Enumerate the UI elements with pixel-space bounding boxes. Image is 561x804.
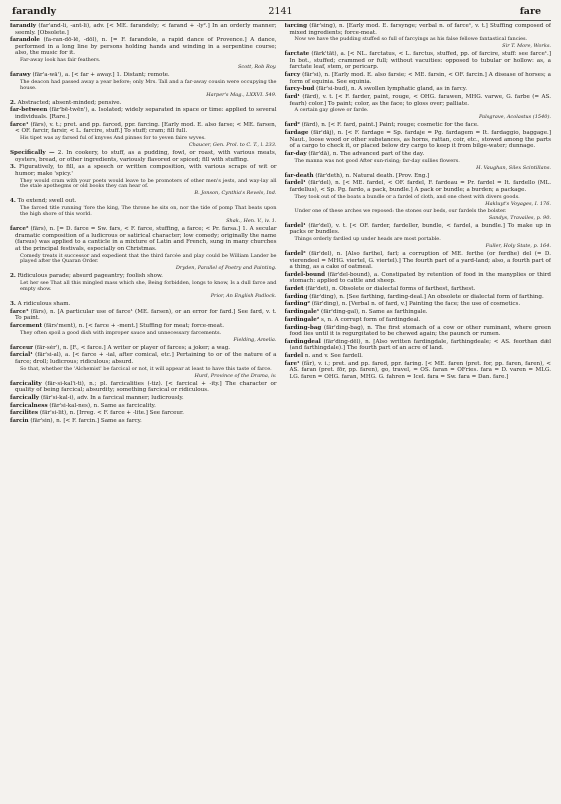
running-head-left: farandly — [12, 6, 57, 17]
entry-definition: Figuratively, to fill, as a speech or written composition, with various scraps of wit or humor; make 'spicy.' — [15, 164, 277, 177]
entry-definition: (fär-si-kal'i-ti), n.; pl. farcicalities (-tiz). [< farcical + -ity.] The character or quality of being farcical; absurdity; something farcical or ridiculous. — [15, 380, 277, 394]
dictionary-entry — [285, 23, 552, 36]
entry-headword: fardel¹ — [284, 180, 306, 187]
entry-definition: (fär'deth), n. Natural death. [Prov. Eng.] — [315, 172, 430, 179]
entry-headword: farce¹ — [10, 121, 29, 128]
citation-source: Sandys, Travailes, p. 90. — [488, 214, 551, 221]
entry-definition: (fär'ding-gal), n. Same as farthingale. — [321, 309, 428, 316]
dictionary-entry — [285, 72, 552, 85]
dictionary-entry — [10, 345, 277, 352]
running-head — [10, 4, 551, 20]
entry-definition: (fär'sing), n. [Early mod. E. farsynge; verbal n. of farce¹, v. t.] Stuffing composed of mixed ingredients; force-meat. — [289, 23, 551, 36]
entry-headword: farce³ — [10, 308, 29, 315]
entry-headword: fardel-bound — [284, 271, 326, 278]
entry-definition: (fär'a-wā'), a. [< far + away.] 1. Distant; remote. — [32, 72, 170, 79]
dictionary-entry — [285, 130, 552, 150]
dictionary-entry — [10, 198, 277, 205]
entry-headword: farcement — [10, 323, 43, 329]
citation-source: Palsgrave, Acolastus (1540). — [479, 114, 551, 121]
dictionary-entry — [285, 251, 552, 271]
entry-definition: (färd), v. t. [< F. farder, paint, rouge, < OHG. farawen, MHG. varwe, G. farbe (= AS. fearh) color.] To paint; color, as the face; to gloss over; palliate. — [289, 94, 551, 107]
entry-headword: farceur — [10, 344, 33, 351]
entry-headword: farcicalness — [10, 402, 48, 409]
entry-headword: farctate — [284, 51, 310, 58]
dictionary-entry — [10, 395, 277, 402]
dictionary-entry — [10, 37, 277, 57]
dictionary-entry — [10, 352, 277, 365]
entry-definition: (färk'tāt), a. [< NL. farctatus, < L. farctus, stuffed, pp. of farcire, stuff: see farce¹.] In bot., stuffed; crammed or full; without vacuities: opposed to tubular or hollow: as, a farctate leaf, stem, or pericarp. — [289, 51, 551, 71]
citation-quote: They would cram with your poets would leave to be promoters of other men's jests, and way-lay all the stale apothegms or old books they can hear of. — [20, 177, 277, 190]
entry-definition: (fär'del), n. [Also farthel, farl; a corruption of ME. ferthe (or ferdhe) del (= D. vierendeel = MHG. viertel, G. viertel).] The fourth part of a yard-land; also, a fourth part of a thing, as a cake of oatmeal. — [289, 250, 551, 271]
dictionary-entry — [285, 223, 552, 236]
citation-source: B. Jonson, Cynthia's Revels, Ind. — [194, 190, 277, 197]
entry-headword: farandole — [10, 37, 40, 44]
entry-definition: n. and v. See fardell. — [304, 353, 363, 360]
dictionary-entry — [10, 381, 277, 394]
entry-definition: (fär'si-bud), n. A swollen lymphatic gland, as in farcy. — [316, 86, 467, 93]
dictionary-entry — [285, 317, 552, 324]
dictionary-entry — [285, 173, 552, 180]
entry-definition: (fär'del), v. t. [< OF. farder, fardeller, bundle, < fardel, a bundle.] To make up in packs or bundles. — [289, 222, 551, 236]
entry-headword: fardel² — [284, 250, 306, 257]
citation-quote: Let her see That all this mingled mass which she, Being forbidden, longs to know, Is a dull farce and empty show. — [20, 280, 277, 293]
entry-headword: 3. — [10, 301, 16, 308]
dictionary-entry — [285, 272, 552, 285]
entry-definition: (fär'ding), n. [See farthing, farding-deal.] An obsolete or dialectal form of farthing. — [309, 293, 544, 300]
header-rule — [10, 20, 551, 21]
entry-headword: fardingdeal — [284, 338, 321, 345]
citation-quote: Under one of these arches we reposed: the stones our beds, our fardels the bolster. — [294, 207, 507, 214]
entry-headword: farandly — [10, 23, 36, 29]
entry-headword: Specifically — — [10, 150, 55, 156]
dictionary-entry — [10, 226, 277, 252]
dictionary-entry — [285, 180, 552, 193]
entry-headword: fardel¹ — [284, 222, 306, 229]
entry-definition: (färs), n. [A particular use of farce¹ (ME. farsen), or an error for fard.] See fard, v. t. To paint. — [15, 308, 277, 322]
dictionary-entry — [10, 323, 277, 330]
entry-headword: farcically — [10, 394, 40, 401]
citation-source: Hurd, Province of the Drama, iv. — [194, 372, 277, 379]
entry-headword: 3. — [10, 164, 16, 171]
entry-headword: fare¹ — [284, 360, 300, 367]
citation-source: Hakluyt's Voyages, I. 176. — [485, 200, 551, 207]
entry-headword: fardingale² — [284, 316, 320, 323]
dictionary-entry — [10, 418, 277, 425]
running-head-right: fare — [519, 6, 541, 17]
entry-definition: (fär'del), n. [< ME. fardel, < OF. fardel, F. fardeau = Pr. fardel = It. fardello (ML. fardellus), < Sp. Pg. fardo, a pack, bundle.] A pack or bundle; a burden; a package. — [289, 180, 551, 193]
dictionary-entry — [285, 353, 552, 360]
entry-definition: (färd), n. [< F. fard, paint.] Paint; rouge; cosmetic for the face. — [301, 122, 479, 129]
citation-quote: A certain gay glowe or farde. — [294, 107, 369, 114]
citation-source: Dryden, Parallel of Poetry and Painting. — [175, 265, 277, 272]
citation-source: H. Vaughan, Silex Scintillans. — [476, 164, 551, 171]
entry-definition: (fär'si-kal-nes), n. Same as farcicality. — [49, 402, 156, 409]
right-column — [285, 23, 552, 803]
dictionary-entry — [285, 94, 552, 107]
entry-definition: (fär'si), n. [Early mod. E. also farsie; < ME. farsin, < OF. farcin.] A disease of horses; a form of equinia. See equinia. — [289, 72, 551, 85]
entry-definition: (färs), n. [= D. farce = Sw. fars, < F. farce, stuffing, a farce; < Pr. farsa.] 1. A secular dramatic composition of a ludicrous or satirical character; low comedy; originally the name (farsus) was applied to a canticle in a mixture of Latin and French, sung in many churches at the principal festivals, especially on Christmas. — [15, 226, 277, 252]
citation-quote: They often spoil a good dish with improper sauce and unnecessary farcements. — [20, 329, 222, 336]
citation-source: Prior, An English Padlock. — [210, 293, 277, 300]
entry-headword: fardet — [284, 286, 304, 293]
entry-definition: (fär'ding), n. [Verbal n. of fard, v.] Painting the face; the use of cosmetics. — [311, 301, 521, 308]
entry-definition: (fär-sėr'), n. [F., < farce.] A writer or player of farces; a joker; a wag. — [34, 344, 231, 351]
citation-source: Scott, Rob Roy. — [237, 64, 277, 71]
entry-definition: To extend; swell out. — [17, 198, 77, 205]
entry-definition: Ridiculous parade; absurd pageantry; foolish show. — [17, 273, 163, 280]
dictionary-entry — [285, 51, 552, 71]
entry-definition: (fär'si-kal-i), adv. In a farcical manner; ludicrously. — [40, 394, 184, 401]
entry-headword: fard² — [284, 122, 300, 129]
dictionary-entry — [10, 301, 277, 308]
entry-definition: (fär'ding-bag), n. The first stomach of a cow or other ruminant, where green food lies until it is regurgitated to be chewed again; the paunch or rumen. — [289, 324, 551, 338]
entry-headword: fardingale¹ — [284, 309, 320, 316]
entry-headword: farcilites — [10, 410, 39, 417]
entry-definition: (fär'det), n. Obsolete or dialectal forms of farthest, farthest. — [305, 286, 476, 293]
entry-definition: (fär'ding-dēl), n. [Also written fardingdale, farthingdeale; < AS. feorthan dǣl (and farthingdale).] The fourth part of an acre of land. — [289, 338, 551, 352]
entry-definition: (fãr), v. i.; pret. and pp. fared, ppr. faring. [< ME. faren (pret. for, pp. faren, faren), < AS. faran (pret. fōr, pp. faren), go, travel, = OS. faran = OFries. fara = D. varen = MLG. LG. faren = OHG. faran, MHG. G. fahren = Icel. fara = Sw. fara = Dan. fare.] — [289, 360, 551, 380]
dictionary-entry — [285, 122, 552, 129]
left-column — [10, 23, 277, 803]
dictionary-entry — [285, 86, 552, 93]
entry-headword: far-day — [284, 150, 307, 157]
citation-source: Fuller, Holy State, p. 164. — [485, 242, 551, 249]
dictionary-entry — [10, 273, 277, 280]
dictionary-entry — [10, 72, 277, 79]
entry-headword: farcy — [284, 72, 301, 79]
dictionary-entry — [285, 301, 552, 308]
entry-definition: (fär'bē-twēn'), a. Isolated; widely separated in space or time: applied to several individuals. [Rare.] — [15, 107, 277, 121]
dictionary-entry — [285, 361, 552, 381]
entry-headword: farding-bag — [284, 324, 322, 331]
dictionary-entry — [285, 325, 552, 338]
text-columns — [10, 23, 551, 803]
entry-headword: 2. — [10, 99, 16, 106]
citation-quote: Now we have the pudding stuffed so full of farcyings as his false fellowe fantastical fancies. — [294, 36, 528, 43]
citation-source: Chaucer, Gen. Prol. to C. T., l. 233. — [188, 142, 277, 148]
citation-quote: So that, whether the 'Alchemist' be farcical or not, it will appear at least to have this taste of farce. — [20, 365, 272, 372]
entry-definition: (färs'ment), n. [< farce + -ment.] Stuffing for meat; force-meat. — [43, 323, 224, 329]
citation-quote: Things orderly fardled up under heads are most portable. — [294, 235, 441, 242]
entry-headword: farawy — [10, 72, 31, 79]
dictionary-entry — [10, 150, 277, 163]
citation-source: Sir T. More, Works. — [502, 43, 551, 50]
entry-headword: farce² — [10, 226, 29, 233]
citation-quote: Comedy treats it successor and expedient that the third farcée and play could be William Lander be played after the Quaran Order. — [20, 252, 277, 265]
dictionary-entry — [285, 294, 552, 301]
citation-source: Harper's Mag., LXXVI. 549. — [206, 91, 277, 98]
dictionary-entry — [10, 403, 277, 410]
entry-headword: farding — [284, 293, 308, 300]
entry-headword: fardage — [284, 130, 309, 137]
dictionary-entry — [285, 309, 552, 316]
dictionary-entry — [10, 410, 277, 417]
entry-headword: farcin — [10, 418, 29, 424]
citation-quote: Far-away look has fair feathers. — [20, 57, 101, 64]
citation-quote: They took out of the boats a bundle or a fardel of cloth, and one chest with divers goods. — [294, 193, 520, 200]
page-number: 2141 — [268, 6, 293, 17]
entry-headword: 2. — [10, 273, 16, 280]
entry-headword: farcy-bud — [284, 86, 315, 93]
entry-definition: (färs), v. t.; pret. and pp. farced, ppr. farcing. [Early mod. E. also farse; < ME. farsen, < OF. farcir, farsir, < L. farcire, stuff.] To stuff; cram; fill full. — [15, 121, 277, 135]
entry-definition: (fär'si-lit), n. [Irreg. < F. farce + -lite.] See farceur. — [39, 410, 184, 417]
entry-definition: A ridiculous sham. — [17, 301, 71, 308]
entry-definition: 2. In cookery, to stuff, as a pudding, fowl, or roast, with various meats, oysters, bread, or other ingredients, variously flavored or spiced; fill with stuffing. — [15, 150, 277, 163]
entry-definition: (fa-ran-dō-lē, -dōl), n. [= F. farandole, a rapid dance of Provence.] A dance, performed in a long line by persons holding hands and winding in a serpentine course; also, the music for it. — [15, 37, 277, 57]
citation-quote: His tipet was ay farsed ful of knyves And pinnes for to yeven faire wyves. — [20, 135, 206, 141]
dictionary-entry — [285, 339, 552, 352]
dictionary-entry — [10, 100, 277, 107]
dictionary-entry — [10, 107, 277, 120]
entry-headword: fardel — [284, 353, 304, 360]
entry-headword: farcial¹ — [10, 352, 33, 359]
citation-quote: The deacon had passed away a year before; only Mrs. Tall and a far-away cousin were occupying the house. — [20, 78, 277, 91]
entry-definition: (fär'sin), n. [< F. farcin.] Same as farcy. — [30, 418, 142, 424]
dictionary-entry — [10, 309, 277, 322]
entry-headword: 4. — [10, 198, 16, 205]
dictionary-entry — [10, 23, 277, 36]
entry-headword: fard¹ — [284, 94, 300, 101]
entry-definition: (far'and-li, -ant-li), adv. [< ME. farandely; < farand + -ly².] In an orderly manner; seemly. [Obsolete.] — [15, 23, 277, 36]
citation-quote: The manna was not good After sun-rising; far-day sullies flowers. — [294, 157, 460, 164]
entry-definition: (fär'del-bound), a. Constipated by retention of food in the manyplies or third stomach: applied to cattle and sheep. — [289, 271, 551, 285]
entry-headword: far-between — [10, 107, 48, 114]
entry-definition: (fär'dāj), n. [< F. fardage = Sp. fardaje = Pg. fardagem = It. fardaggio, baggage.] Naut., loose wood or other substances, as horns, rattan, coir, etc., stowed among the parts of a cargo to check it, or placed below dry cargo to keep it from bilge-water; dunnage. — [289, 130, 551, 150]
dictionary-entry — [10, 164, 277, 177]
dictionary-entry — [285, 151, 552, 158]
dictionary-entry — [10, 122, 277, 135]
entry-definition: (fär'dā), n. The advanced part of the day. — [308, 150, 425, 157]
entry-headword: farcicality — [10, 380, 42, 387]
entry-definition: (fär'si-al), a. [< farce + -ial, after comical, etc.] Pertaining to or of the nature of a farce; droll; ludicrous; ridiculous; absurd. — [15, 352, 277, 365]
entry-definition: Abstracted; absent-minded; pensive. — [17, 99, 122, 106]
citation-quote: The farced title running 'fore the king, The throne he sits on, nor the tide of pomp That beats upon the high shore of this world. — [20, 205, 277, 218]
entry-headword: farding² — [284, 301, 310, 308]
citation-source: Shak., Hen. V., iv. 1. — [226, 218, 277, 225]
entry-headword: far-death — [284, 172, 314, 179]
citation-source: Fielding, Amelia. — [233, 336, 277, 343]
entry-definition: s, n. A corrupt form of fardingdeal. — [321, 316, 421, 323]
dictionary-entry — [285, 286, 552, 293]
entry-headword: farcing — [284, 23, 307, 29]
